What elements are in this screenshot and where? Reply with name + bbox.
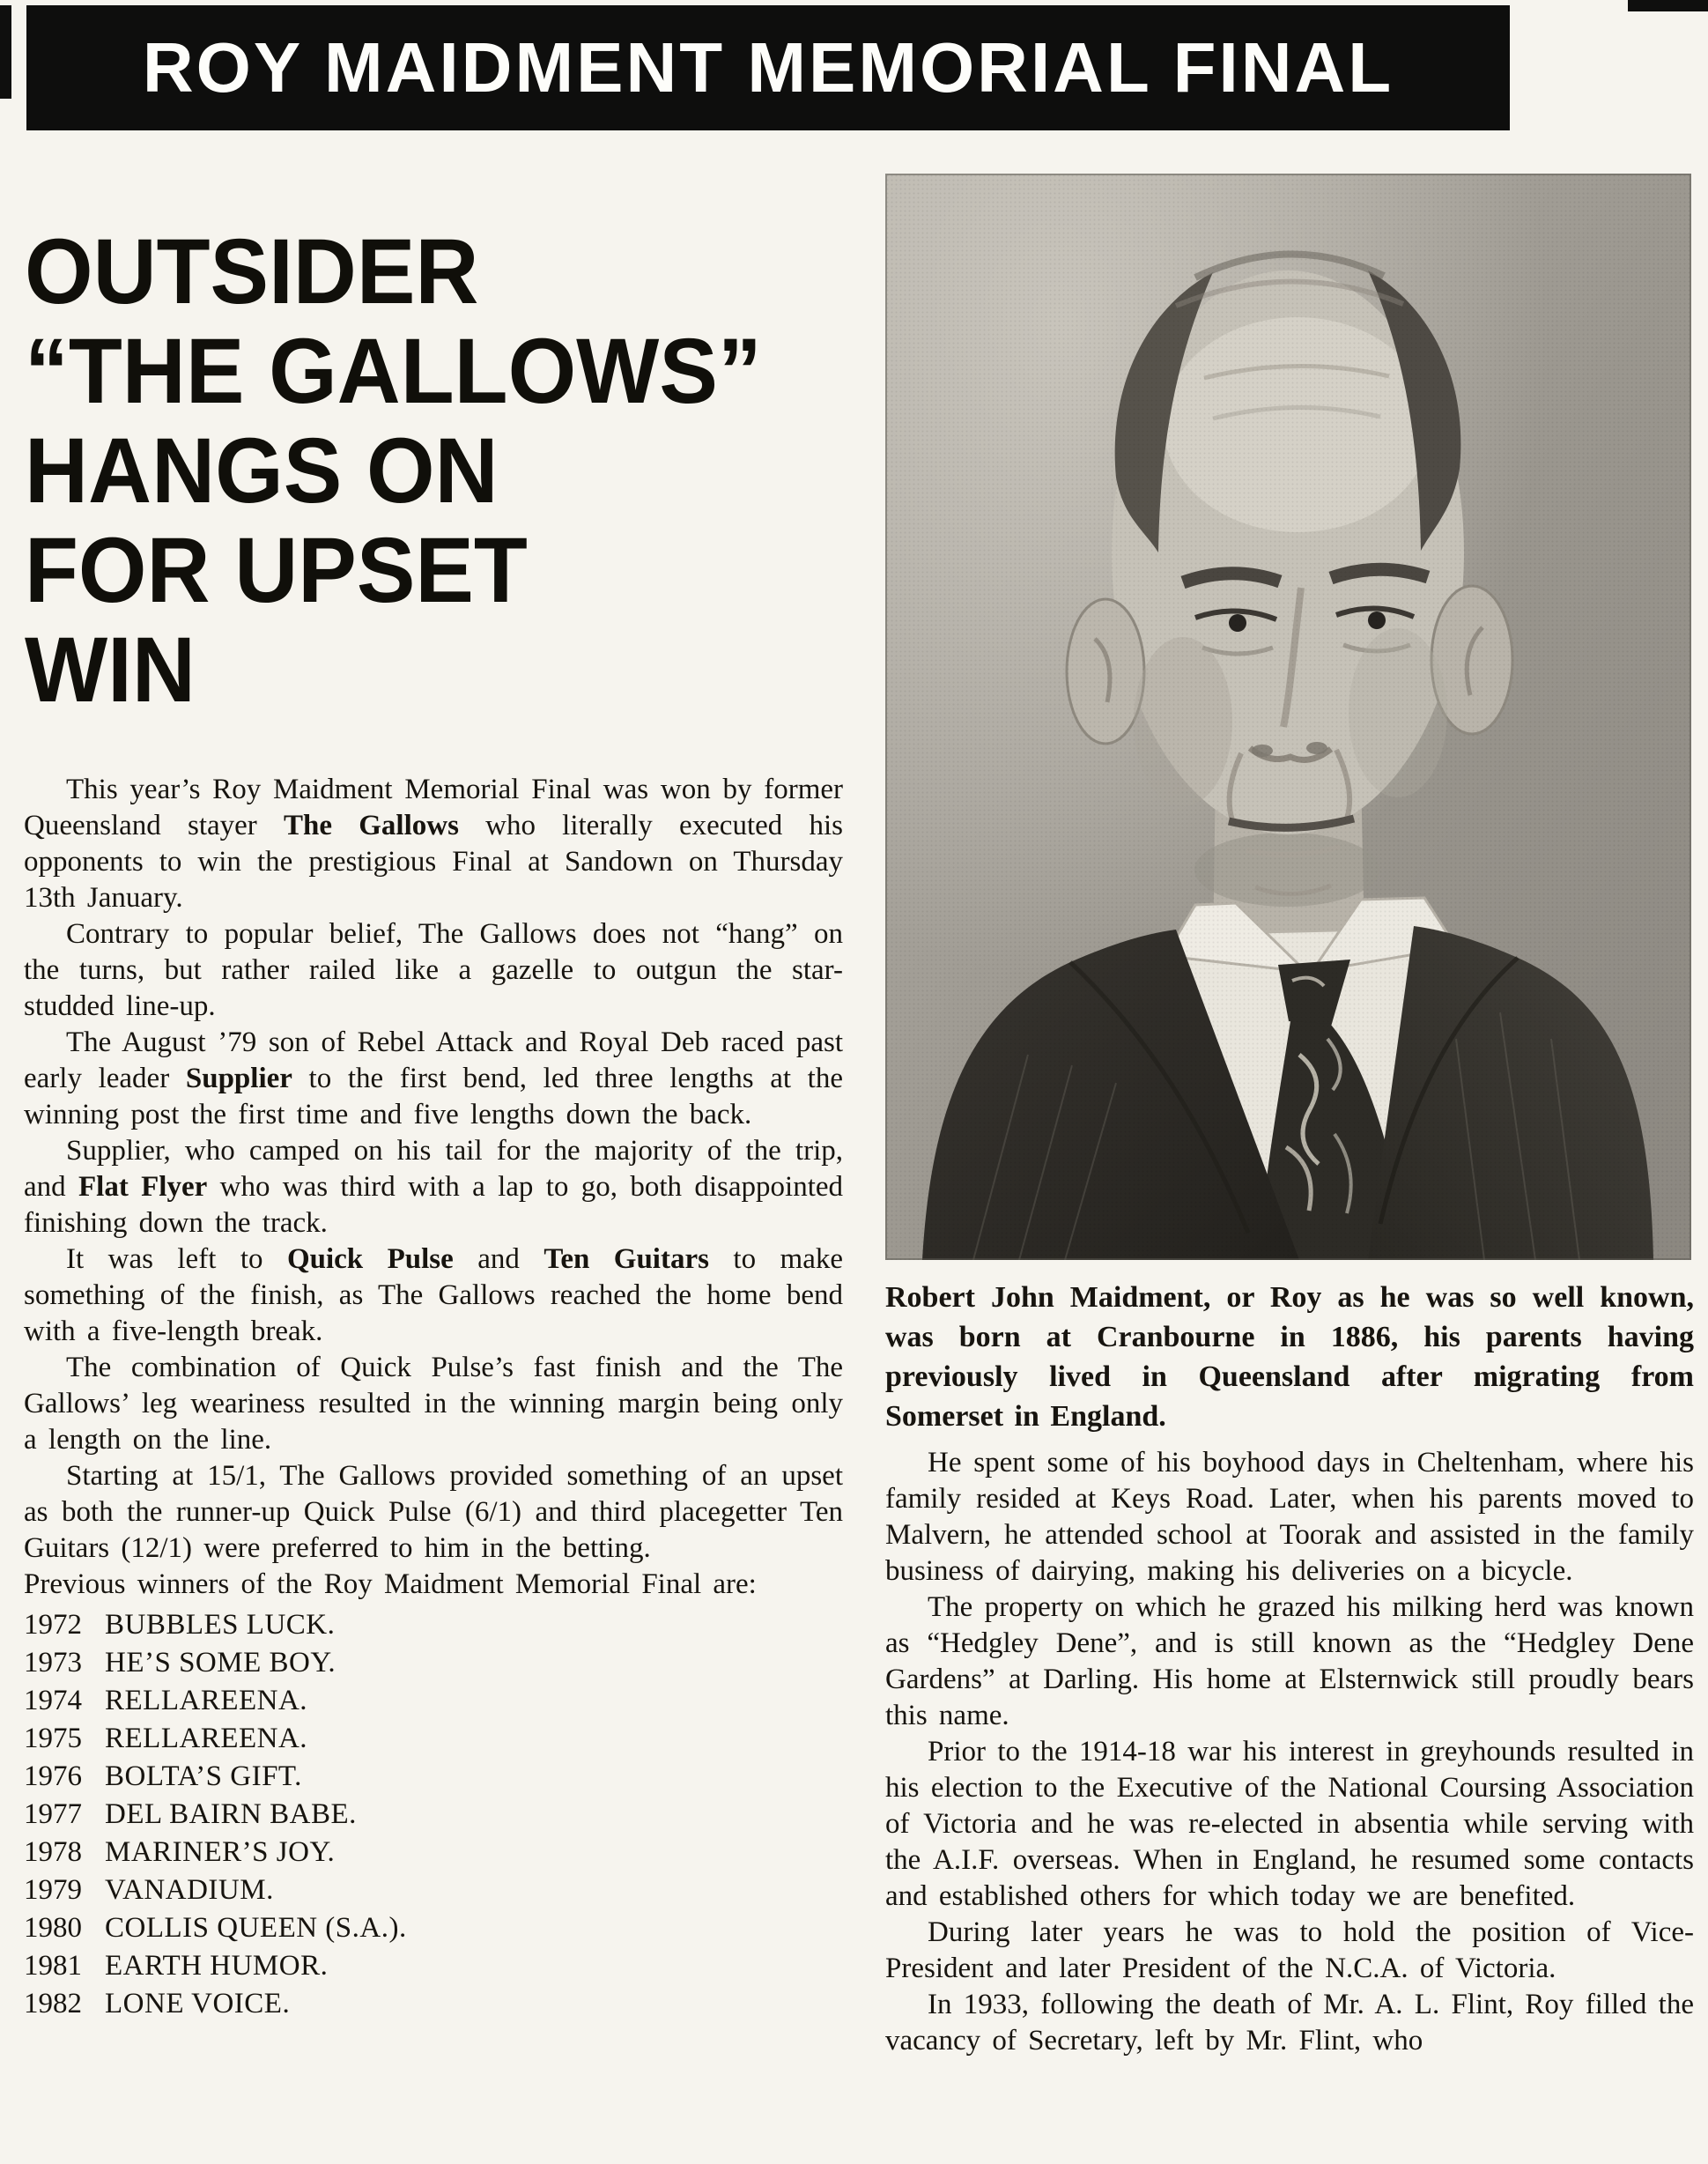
scan-edge-artifact	[0, 5, 11, 99]
winner-name: RELLAREENA.	[105, 1723, 308, 1754]
paragraph: The combination of Quick Pulse’s fast finish and the The Gallows’ leg weariness resulted in the winning margin being only a length on the line.	[24, 1352, 843, 1456]
winner-row	[24, 1606, 843, 1644]
biography-column	[885, 1445, 1694, 2059]
banner-title: ROY MAIDMENT MEMORIAL FINAL	[142, 28, 1394, 107]
paragraph: During later years he was to hold the position of Vice-President and later President of the N.C.A. of Victoria.	[885, 1916, 1694, 1984]
winner-year: 1977	[24, 1798, 82, 1830]
winner-name: BUBBLES LUCK.	[105, 1609, 336, 1641]
paragraph: The August ’79 son of Rebel Attack and Royal Deb raced past early leader Supplier to the first bend, led three lengths at the winning post the first time and five lengths down the back.	[24, 1026, 843, 1130]
winner-row	[24, 1909, 843, 1947]
headline-line: WIN	[25, 619, 196, 722]
headline-line: FOR UPSET	[25, 519, 528, 622]
winner-name: MARINER’S JOY.	[105, 1836, 336, 1868]
winner-name: RELLAREENA.	[105, 1685, 308, 1716]
winner-name: VANADIUM.	[105, 1874, 274, 1906]
headline-line: OUTSIDER	[25, 220, 479, 323]
winner-year: 1975	[24, 1723, 82, 1754]
winner-year: 1981	[24, 1950, 82, 1982]
winner-row	[24, 1644, 843, 1682]
race-report-paragraphs	[24, 772, 843, 1603]
paragraph: This year’s Roy Maidment Memorial Final was won by former Queensland stayer The Gallows who literally executed his opponents to win the prestigious Final at Sandown on Thursday 13th January.	[24, 774, 843, 914]
paragraph: In 1933, following the death of Mr. A. L. Flint, Roy filled the vacancy of Secretary, left by Mr. Flint, who	[885, 1989, 1694, 2057]
winner-name: HE’S SOME BOY.	[105, 1647, 336, 1679]
winner-year: 1980	[24, 1912, 82, 1944]
headline-line: “THE GALLOWS”	[25, 320, 762, 423]
paragraph: Starting at 15/1, The Gallows provided something of an upset as both the runner-up Quick Pulse (6/1) and third placegetter Ten Guitars (12/1) were preferred to him in the betting.	[24, 1460, 843, 1564]
winner-year: 1973	[24, 1647, 82, 1679]
winner-row	[24, 1796, 843, 1834]
winner-year: 1972	[24, 1609, 82, 1641]
paragraph: It was left to Quick Pulse and Ten Guitars to make something of the finish, as The Gallows reached the home bend with a five-length break.	[24, 1243, 843, 1347]
portrait-illustration	[885, 174, 1691, 1260]
page-banner	[26, 5, 1510, 130]
winner-year: 1982	[24, 1988, 82, 2019]
winner-name: BOLTA’S GIFT.	[105, 1760, 302, 1792]
winner-row	[24, 1682, 843, 1720]
paragraph: He spent some of his boyhood days in Cheltenham, where his family resided at Keys Road. Later, when his parents moved to Malvern, he attended school at Toorak and assisted in the family business of dairying, making his deliveries on a bicycle.	[885, 1447, 1694, 1587]
paragraph: Prior to the 1914-18 war his interest in greyhounds resulted in his election to the Executive of the National Coursing Association of Victoria and he was re-elected in absentia while serving with the A.I.F. overseas. When in England, he resumed some contacts and established others for which today we are benefited.	[885, 1736, 1694, 1912]
race-report-column	[24, 772, 843, 2023]
winner-year: 1976	[24, 1760, 82, 1792]
winner-name: COLLIS QUEEN (S.A.).	[105, 1912, 407, 1944]
winner-row	[24, 1985, 843, 2023]
winner-year: 1978	[24, 1836, 82, 1868]
winner-name: DEL BAIRN BABE.	[105, 1798, 357, 1830]
headline-line: HANGS ON	[25, 419, 499, 522]
article-headline	[25, 222, 861, 720]
paragraph: Supplier, who camped on his tail for the majority of the trip, and Flat Flyer who was third with a lap to go, both disappointed finishing down the track.	[24, 1135, 844, 1239]
winner-name: LONE VOICE.	[105, 1988, 291, 2019]
winner-row	[24, 1947, 843, 1985]
paragraph: The property on which he grazed his milking herd was known as “Hedgley Dene”, and is still known as the “Hedgley Dene Gardens” at Darling. His home at Elsternwick still proudly bears this name.	[885, 1591, 1694, 1731]
winner-row	[24, 1758, 843, 1796]
portrait-photo	[885, 174, 1691, 1260]
paragraph: Contrary to popular belief, The Gallows does not “hang” on the turns, but rather railed like a gazelle to outgun the star-studded line-up.	[24, 918, 843, 1022]
previous-winners-list	[24, 1606, 843, 2023]
winner-name: EARTH HUMOR.	[105, 1950, 329, 1982]
scan-edge-artifact	[1628, 0, 1708, 11]
winner-row	[24, 1834, 843, 1871]
winner-year: 1979	[24, 1874, 82, 1906]
biography-paragraphs	[885, 1445, 1694, 2059]
photo-caption: Robert John Maidment, or Roy as he was so well known, was born at Cranbourne in 1886, his parents having previously lived in Queensland after migrating from Somerset in England.	[885, 1281, 1694, 1433]
winner-year: 1974	[24, 1685, 82, 1716]
winner-row	[24, 1720, 843, 1758]
paragraph: Previous winners of the Roy Maidment Memorial Final are:	[24, 1568, 757, 1600]
winner-row	[24, 1871, 843, 1909]
